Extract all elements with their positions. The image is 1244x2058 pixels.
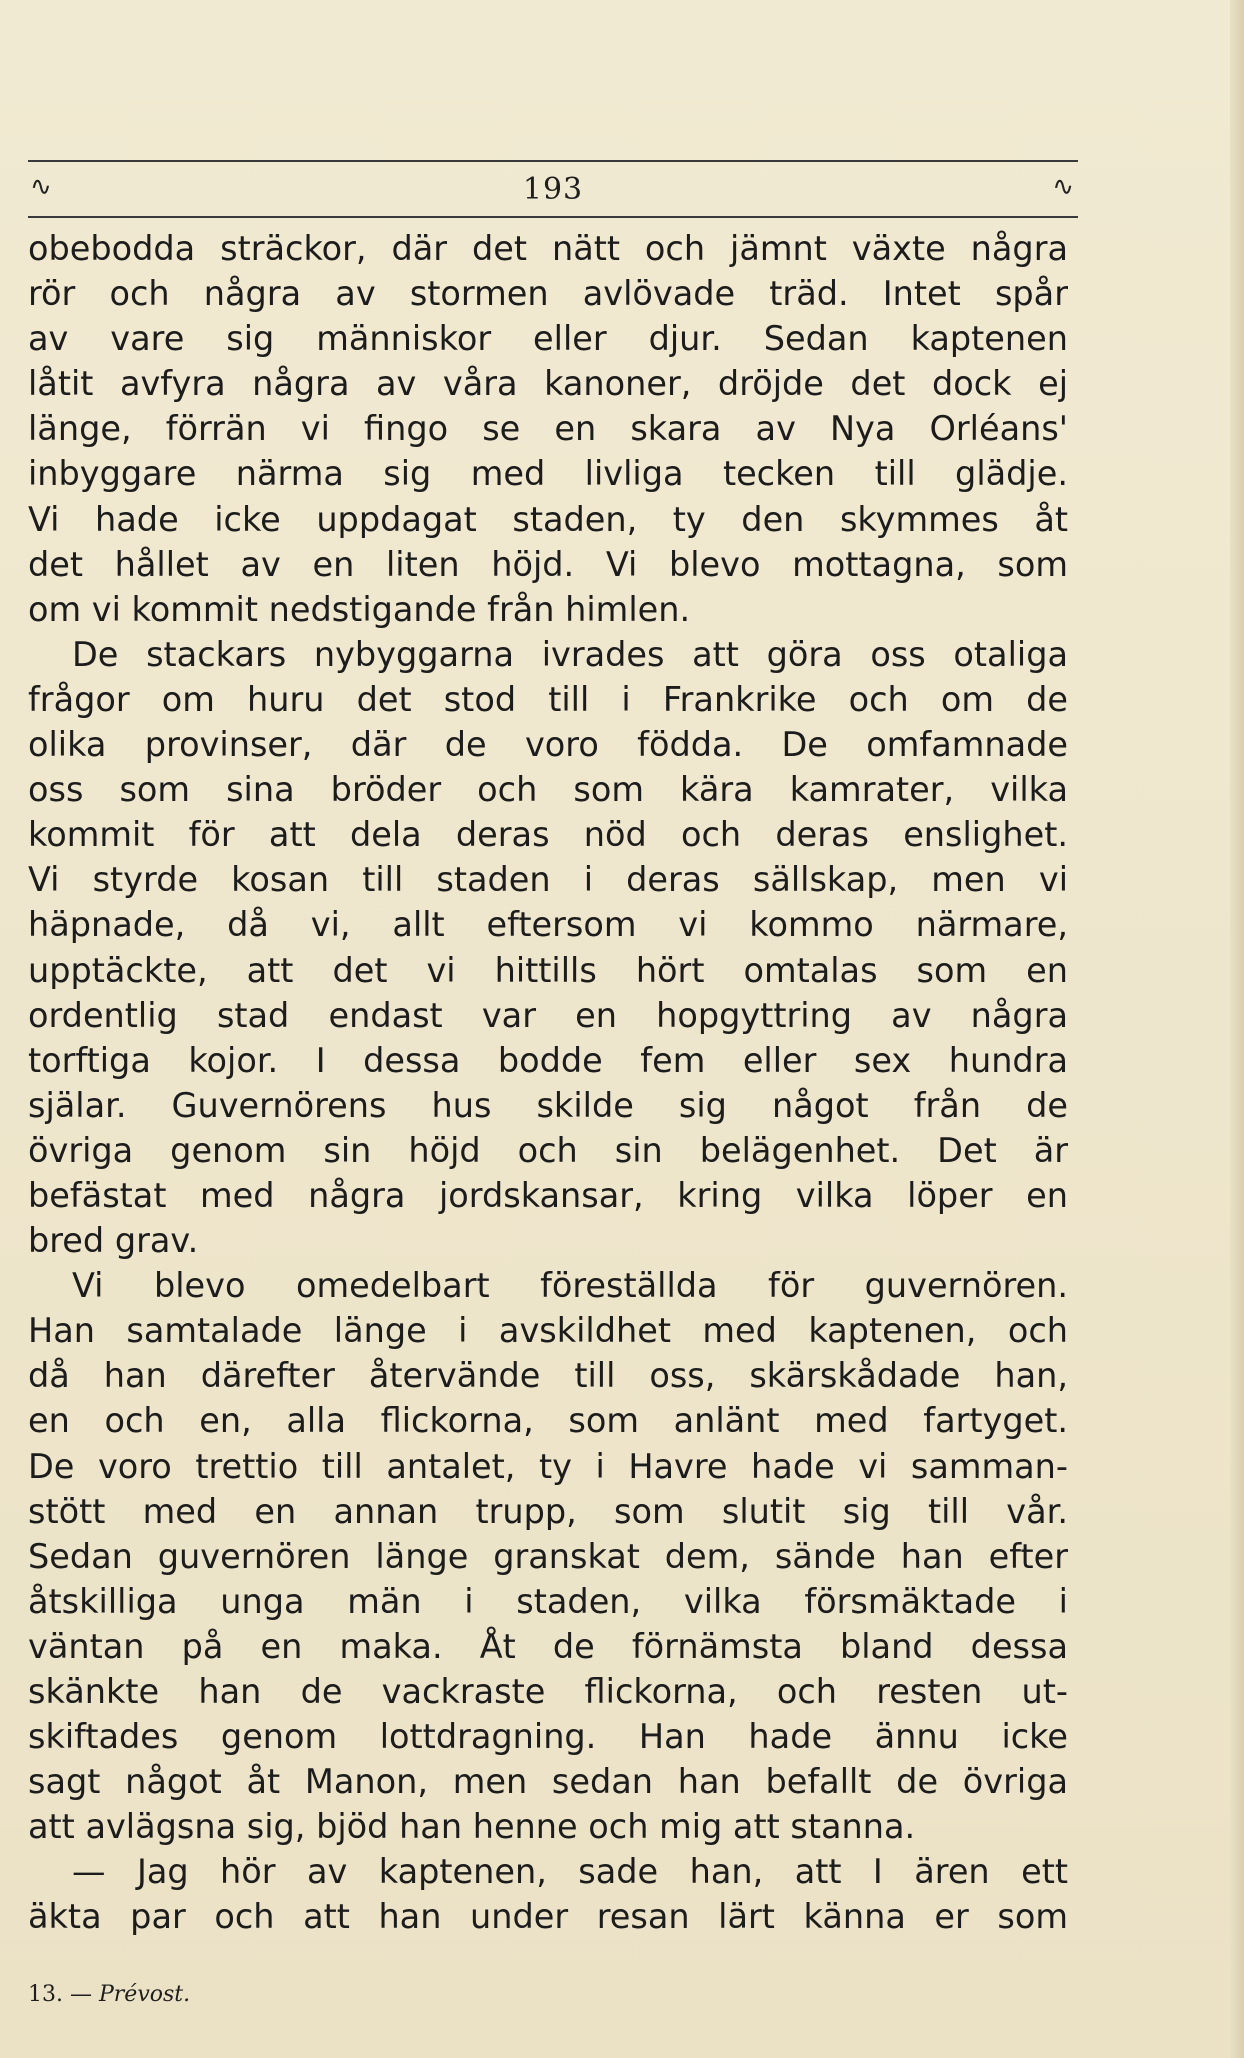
text-line: upptäckte, att det vi hittills hört omtalas som en [28,950,1068,990]
text-line: ordentlig stad endast var en hopgyttring av några [28,995,1068,1035]
page-number: 193 [522,172,584,207]
text-line: övriga genom sin höjd och sin belägenhet. Det är [28,1130,1068,1170]
text-line: sagt något åt Manon, men sedan han befallt de övriga [28,1762,1068,1802]
text-line: Vi styrde kosan till staden i deras sällskap, men vi [28,860,1068,900]
page-footer [28,1982,190,2007]
page-edge-shadow [1230,0,1244,2058]
text-line: om vi kommit nedstigande från himlen. [28,589,691,629]
text-line: länge, förrän vi fingo se en skara av Nya Orléans' [28,409,1068,449]
text-line: häpnade, då vi, allt eftersom vi kommo närmare, [28,905,1068,945]
text-line: rör och några av stormen avlövade träd. Intet spår [28,274,1068,314]
text-line: av vare sig människor eller djur. Sedan kaptenen [28,319,1068,359]
left-ornament-icon: ∿ [30,172,52,202]
text-line: det hållet av en liten höjd. Vi blevo mottagna, som [28,544,1068,584]
text-line: skiftades genom lottdragning. Han hade ännu icke [28,1717,1068,1757]
text-line: befästat med några jordskansar, kring vilka löper en [28,1175,1068,1215]
text-line: åtskilliga unga män i staden, vilka försmäktade i [28,1581,1068,1621]
text-line: obebodda sträckor, där det nätt och jämnt växte några [28,229,1068,268]
text-line: olika provinser, där de voro födda. De omfamnade [28,725,1068,765]
text-line: oss som sina bröder och som kära kamrater, vilka [28,770,1068,810]
text-line: äkta par och att han under resan lärt känna er som [28,1897,1068,1937]
footer-author: Prévost. [98,1982,191,2007]
text-line: låtit avfyra några av våra kanoner, dröjde det dock ej [28,364,1068,404]
text-line: De stackars nybyggarna ivrades att göra oss otaliga [72,634,1068,674]
text-line: — Jag hör av kaptenen, sade han, att I ären ett [72,1852,1068,1892]
text-line: en och en, alla flickorna, som anlänt med fartyget. [28,1401,1068,1441]
text-line: Han samtalade länge i avskildhet med kaptenen, och [28,1311,1068,1351]
header-bottom-rule [28,216,1078,218]
text-line: Vi hade icke uppdagat staden, ty den skymmes åt [28,499,1068,539]
right-ornament-icon: ∿ [1052,172,1074,202]
text-line: att avlägsna sig, bjöd han henne och mig att stanna. [28,1807,916,1847]
header-top-rule [28,160,1078,162]
text-line: väntan på en maka. Åt de förnämsta bland dessa [28,1626,1068,1666]
text-line: stött med en annan trupp, som slutit sig till vår. [28,1491,1068,1531]
text-line: Sedan guvernören länge granskat dem, sände han efter [28,1536,1068,1576]
text-line: bred grav. [28,1221,199,1261]
text-line: själar. Guvernörens hus skilde sig något från de [28,1085,1068,1125]
text-line: inbyggare närma sig med livliga tecken till glädje. [28,454,1068,494]
page-header [28,160,1078,222]
text-line: De voro trettio till antalet, ty i Havre hade vi samman- [28,1446,1068,1486]
text-line: frågor om huru det stod till i Frankrike och om de [28,679,1068,719]
signature-mark: 13. — [28,1982,92,2007]
text-line: kommit för att dela deras nöd och deras enslighet. [28,815,1068,855]
text-line: torftiga kojor. I dessa bodde fem eller sex hundra [28,1040,1068,1080]
text-line: skänkte han de vackraste flickorna, och resten ut- [28,1672,1068,1711]
text-line: då han därefter återvände till oss, skärskådade han, [28,1356,1068,1396]
body-text [28,226,1068,1940]
text-line: Vi blevo omedelbart föreställda för guvernören. [72,1266,1068,1306]
